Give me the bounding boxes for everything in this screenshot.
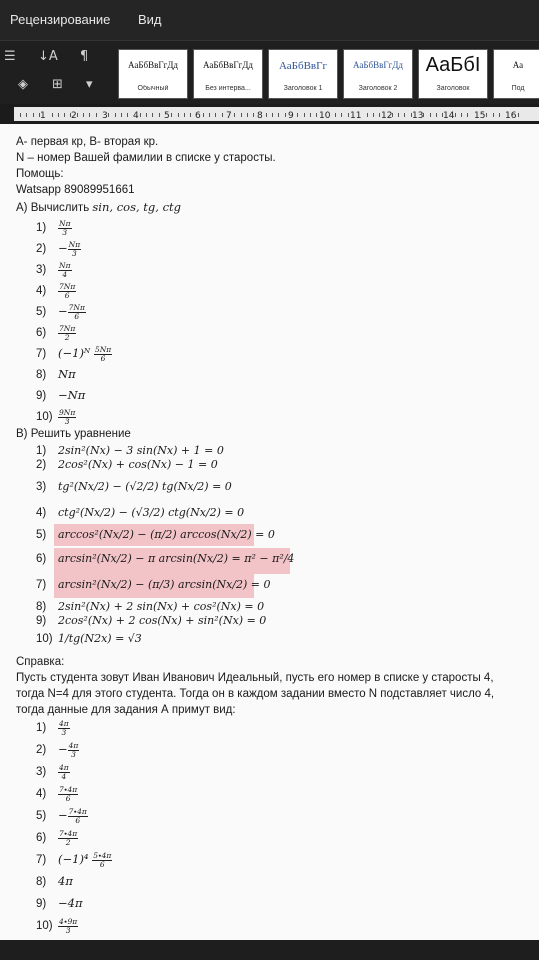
item-number: 3) xyxy=(36,481,47,493)
numerator: 4π xyxy=(68,741,79,750)
ruler-tick xyxy=(297,113,298,117)
task-b-heading: В) Решить уравнение xyxy=(16,428,131,440)
fraction xyxy=(58,786,78,802)
styles-gallery xyxy=(118,49,539,101)
style-sample: АаБбВвГгДд xyxy=(128,60,178,70)
equation-item xyxy=(36,528,275,541)
numerator: 7Nπ xyxy=(68,303,85,312)
chevron-down-icon[interactable]: ▾ xyxy=(86,77,93,92)
fraction xyxy=(68,241,82,257)
denominator: 6 xyxy=(64,290,70,300)
style-sample: АаБбВвГгДд xyxy=(353,60,403,70)
ruler-tick xyxy=(52,113,53,117)
fraction xyxy=(58,262,72,278)
ruler-number: 15 xyxy=(474,111,486,121)
fraction xyxy=(58,918,78,934)
denominator: 6 xyxy=(65,793,71,803)
denominator: 4 xyxy=(61,771,67,781)
ribbon xyxy=(0,40,539,105)
tab-review[interactable]: Рецензирование xyxy=(10,12,111,27)
list-item xyxy=(36,742,79,758)
list-item xyxy=(36,241,81,257)
numerator: 5Nπ xyxy=(94,345,112,354)
equation: 2cos²(Nx) + 2 cos(Nx) + sin²(Nx) = 0 xyxy=(58,614,267,627)
ruler-tick xyxy=(33,113,34,117)
item-number: 4) xyxy=(36,285,47,298)
ruler-tick xyxy=(341,113,342,117)
item-number: 9) xyxy=(36,898,47,910)
ruler-tick xyxy=(499,113,500,117)
style-name: Обычный xyxy=(137,85,169,92)
ruler-tick xyxy=(140,113,141,117)
item-number: 1) xyxy=(36,445,47,457)
style-name: Под xyxy=(511,85,525,92)
ruler-tick xyxy=(486,113,487,117)
item-number: 8) xyxy=(36,876,47,888)
item-number: 9) xyxy=(36,615,47,627)
list-item xyxy=(36,409,76,425)
ruler-tick xyxy=(121,113,122,117)
ruler-number: 16 xyxy=(505,111,517,121)
equation-item xyxy=(36,444,224,457)
numerator: 4∙9π xyxy=(59,917,78,926)
style-name: Заголовок 1 xyxy=(283,85,323,92)
fraction xyxy=(58,325,76,341)
task-a-heading xyxy=(16,200,181,214)
fraction xyxy=(58,409,76,425)
denominator: 6 xyxy=(75,815,81,825)
numerator: 4π xyxy=(59,763,69,772)
style-sample: АаБбВвГг xyxy=(279,60,327,72)
ruler-number: 13 xyxy=(412,111,424,121)
doc-line: Помощь: xyxy=(16,168,64,180)
ruler-tick xyxy=(493,113,494,117)
ruler-tick xyxy=(203,113,204,117)
ruler-tick xyxy=(266,113,267,117)
numerator: 7Nπ xyxy=(59,282,76,291)
ruler-tick xyxy=(241,113,242,117)
item-number: 7) xyxy=(36,579,47,591)
item-prefix: (−1)⁴ xyxy=(58,852,93,867)
ruler-tick xyxy=(367,113,368,117)
doc-line: Watsapp 89089951661 xyxy=(16,184,135,196)
item-number: 5) xyxy=(36,529,47,541)
item-prefix: − xyxy=(58,808,68,823)
equation-item xyxy=(36,632,142,645)
item-number: 7) xyxy=(36,854,47,867)
item-prefix: − xyxy=(58,304,68,319)
equation-item xyxy=(36,506,244,519)
pilcrow-icon[interactable]: ¶ xyxy=(80,49,89,64)
style-sample: Аа xyxy=(512,60,524,70)
ruler-tick xyxy=(348,113,349,117)
item-number: 3) xyxy=(36,264,47,277)
item-prefix: − xyxy=(58,241,68,256)
ruler-tick xyxy=(64,113,65,117)
equation: 2cos²(Nx) + cos(Nx) − 1 = 0 xyxy=(58,458,218,471)
ruler-bar[interactable] xyxy=(14,107,539,121)
ruler-number: 10 xyxy=(319,111,331,121)
item-number: 5) xyxy=(36,306,47,319)
denominator: 3 xyxy=(64,416,70,426)
ruler-number: 3 xyxy=(102,111,108,121)
numerator: 5∙4π xyxy=(93,851,112,860)
ruler-tick xyxy=(379,113,380,117)
doc-line: А- первая кр, В- вторая кр. xyxy=(16,136,159,148)
ruler-tick xyxy=(171,113,172,117)
ruler-tick xyxy=(310,113,311,117)
style-normal[interactable] xyxy=(118,49,188,99)
ruler-tick xyxy=(278,113,279,117)
ruler-tick xyxy=(436,113,437,117)
fraction xyxy=(68,742,80,758)
fraction xyxy=(58,720,70,736)
denominator: 3 xyxy=(65,925,71,935)
ruler-tick xyxy=(190,113,191,117)
item-number: 6) xyxy=(36,832,47,845)
numerator: Nπ xyxy=(59,219,71,228)
ruler-tick xyxy=(455,113,456,117)
style-heading-1[interactable] xyxy=(268,49,338,99)
equation: tg²(Nx/2) − (√2/2) tg(Nx/2) = 0 xyxy=(58,480,232,493)
ruler-tick xyxy=(178,113,179,117)
item-prefix: − xyxy=(58,742,68,757)
ruler-tick xyxy=(234,113,235,117)
item-number: 8) xyxy=(36,601,47,613)
ruler-tick xyxy=(127,113,128,117)
ruler-number: 11 xyxy=(350,111,362,121)
list-item xyxy=(36,304,86,320)
equation: 2sin²(Nx) − 3 sin(Nx) + 1 = 0 xyxy=(58,444,224,457)
fraction xyxy=(58,830,78,846)
equation: ctg²(Nx/2) − (√3/2) ctg(Nx/2) = 0 xyxy=(58,506,245,519)
ruler-tick xyxy=(83,113,84,117)
fraction xyxy=(58,283,76,299)
indent-icon[interactable]: ☰ xyxy=(4,49,16,64)
equation: 1/tg(N2x) = √3 xyxy=(58,632,142,645)
list-item xyxy=(36,325,76,341)
list-item xyxy=(36,918,78,934)
sort-icon[interactable]: ↓A xyxy=(38,49,58,64)
list-item xyxy=(36,283,76,299)
ruler-number: 9 xyxy=(288,111,294,121)
ruler-tick xyxy=(518,113,519,117)
ruler-tick xyxy=(184,113,185,117)
numerator: 7∙4π xyxy=(59,785,78,794)
task-a-label: А) Вычислить xyxy=(16,202,90,214)
item-number: 2) xyxy=(36,744,47,757)
item-number: 6) xyxy=(36,327,47,340)
list-item xyxy=(36,220,72,236)
denominator: 6 xyxy=(100,353,106,363)
reference-heading: Справка: xyxy=(16,656,65,668)
ruler-tick xyxy=(96,113,97,117)
ruler-tick xyxy=(222,113,223,117)
style-subtitle[interactable] xyxy=(493,49,539,99)
ruler-tick xyxy=(398,113,399,117)
numerator: 7Nπ xyxy=(59,324,76,333)
equation: arccos²(Nx/2) − (π/2) arccos(Nx/2) = 0 xyxy=(58,528,275,541)
list-item xyxy=(36,720,70,736)
denominator: 6 xyxy=(99,859,105,869)
ruler-tick xyxy=(373,113,374,117)
list-item xyxy=(36,852,112,868)
style-name: Заголовок 2 xyxy=(358,85,398,92)
ruler-tick xyxy=(316,113,317,117)
numerator: 7∙4π xyxy=(68,807,87,816)
item-prefix: Nπ xyxy=(58,367,76,381)
ruler-tick xyxy=(285,113,286,117)
document-page[interactable] xyxy=(0,124,539,940)
item-prefix: (−1)ᴺ xyxy=(58,346,94,361)
list-item xyxy=(36,808,88,824)
equation-item xyxy=(36,458,218,471)
equation-item xyxy=(36,600,264,613)
tab-view[interactable]: Вид xyxy=(138,12,162,27)
ruler-tick xyxy=(20,113,21,117)
doc-line: тогда данные для задания А примут вид: xyxy=(16,704,236,716)
equation: arcsin²(Nx/2) − π arcsin(Nx/2) = π² − π²/4 xyxy=(58,552,295,565)
ruler-tick xyxy=(152,113,153,117)
style-name: Без интерва... xyxy=(205,85,251,92)
numerator: 9Nπ xyxy=(59,408,76,417)
ruler-number: 2 xyxy=(71,111,77,121)
list-item xyxy=(36,830,78,846)
style-title[interactable] xyxy=(418,49,488,99)
ruler-tick xyxy=(247,113,248,117)
ruler-number: 5 xyxy=(164,111,170,121)
item-number: 3) xyxy=(36,766,47,779)
fraction xyxy=(58,220,72,236)
style-no-spacing[interactable] xyxy=(193,49,263,99)
style-sample: АаБбI xyxy=(425,54,481,76)
item-number: 9) xyxy=(36,390,47,402)
fraction xyxy=(58,764,70,780)
denominator: 3 xyxy=(72,248,77,258)
style-heading-2[interactable] xyxy=(343,49,413,99)
ruler-tick xyxy=(209,113,210,117)
item-prefix: 4π xyxy=(58,874,73,888)
ruler-tick xyxy=(461,113,462,117)
equation-item xyxy=(36,614,266,627)
ruler-tick xyxy=(253,113,254,117)
ruler-number: 14 xyxy=(443,111,455,121)
style-name: Заголовок xyxy=(436,85,470,92)
item-number: 10) xyxy=(36,411,53,424)
ruler-tick xyxy=(430,113,431,117)
borders-icon[interactable]: ⊞ xyxy=(52,77,63,92)
denominator: 2 xyxy=(65,837,71,847)
equation-item xyxy=(36,480,232,493)
denominator: 3 xyxy=(61,727,67,737)
ruler-tick xyxy=(215,113,216,117)
numerator: 4π xyxy=(59,719,69,728)
doc-line: N – номер Вашей фамилии в списке у старосты. xyxy=(16,152,276,164)
ruler-number: 4 xyxy=(133,111,139,121)
list-item xyxy=(36,764,70,780)
numerator: Nπ xyxy=(59,261,71,270)
ruler-tick xyxy=(89,113,90,117)
list-item xyxy=(36,786,78,802)
fraction xyxy=(92,852,112,868)
ruler-tick xyxy=(404,113,405,117)
ruler-tick xyxy=(77,113,78,117)
denominator: 4 xyxy=(62,269,68,279)
equation-item xyxy=(36,552,294,565)
ruler-number: 7 xyxy=(226,111,232,121)
ruler-tick xyxy=(26,113,27,117)
ruler-number: 8 xyxy=(257,111,263,121)
shading-icon[interactable]: ◈ xyxy=(18,77,28,92)
fraction xyxy=(68,304,86,320)
ruler-tick xyxy=(115,113,116,117)
list-item xyxy=(36,896,83,910)
denominator: 6 xyxy=(74,311,80,321)
fraction xyxy=(94,346,112,362)
list-item xyxy=(36,346,112,362)
equation-item xyxy=(36,578,271,591)
ruler-number: 6 xyxy=(195,111,201,121)
ruler-tick xyxy=(159,113,160,117)
ruler-tick xyxy=(146,113,147,117)
list-item xyxy=(36,874,73,888)
numerator: Nπ xyxy=(68,240,81,249)
item-number: 2) xyxy=(36,243,47,256)
ruler-number: 1 xyxy=(40,111,46,121)
denominator: 2 xyxy=(64,332,70,342)
doc-line: тогда N=4 для этого студента. Тогда он в каждом задании вместо N подставляет число 4, xyxy=(16,688,495,700)
numerator: 7∙4π xyxy=(59,829,78,838)
ruler-tick xyxy=(272,113,273,117)
item-number: 7) xyxy=(36,348,47,361)
ruler xyxy=(0,104,539,124)
item-number: 10) xyxy=(36,920,53,933)
list-item xyxy=(36,388,85,402)
style-sample: АаБбВвГгДд xyxy=(203,60,253,70)
doc-line: Пусть студента зовут Иван Иванович Идеальный, пусть его номер в списке у старосты 4, xyxy=(16,672,494,684)
fraction xyxy=(68,808,88,824)
item-number: 4) xyxy=(36,788,47,801)
denominator: 3 xyxy=(62,227,68,237)
ruler-tick xyxy=(58,113,59,117)
item-prefix: −4π xyxy=(58,896,83,910)
item-number: 5) xyxy=(36,810,47,823)
equation: 2sin²(Nx) + 2 sin(Nx) + cos²(Nx) = 0 xyxy=(58,600,265,613)
list-item xyxy=(36,367,76,381)
item-number: 10) xyxy=(36,633,53,645)
ruler-tick xyxy=(467,113,468,117)
ruler-number: 12 xyxy=(381,111,393,121)
item-number: 6) xyxy=(36,553,47,565)
item-number: 4) xyxy=(36,507,47,519)
status-bar xyxy=(0,940,539,960)
list-item xyxy=(36,262,72,278)
denominator: 3 xyxy=(71,749,76,759)
equation: arcsin²(Nx/2) − (π/3) arcsin(Nx/2) = 0 xyxy=(58,578,271,591)
item-number: 8) xyxy=(36,369,47,381)
ruler-tick xyxy=(335,113,336,117)
task-a-math: sin, cos, tg, ctg xyxy=(92,200,181,214)
item-number: 1) xyxy=(36,222,47,235)
item-prefix: −Nπ xyxy=(58,388,86,402)
ruler-tick xyxy=(304,113,305,117)
item-number: 1) xyxy=(36,722,47,735)
item-number: 2) xyxy=(36,459,47,471)
ruler-tick xyxy=(108,113,109,117)
ribbon-tab-bar xyxy=(0,0,539,40)
